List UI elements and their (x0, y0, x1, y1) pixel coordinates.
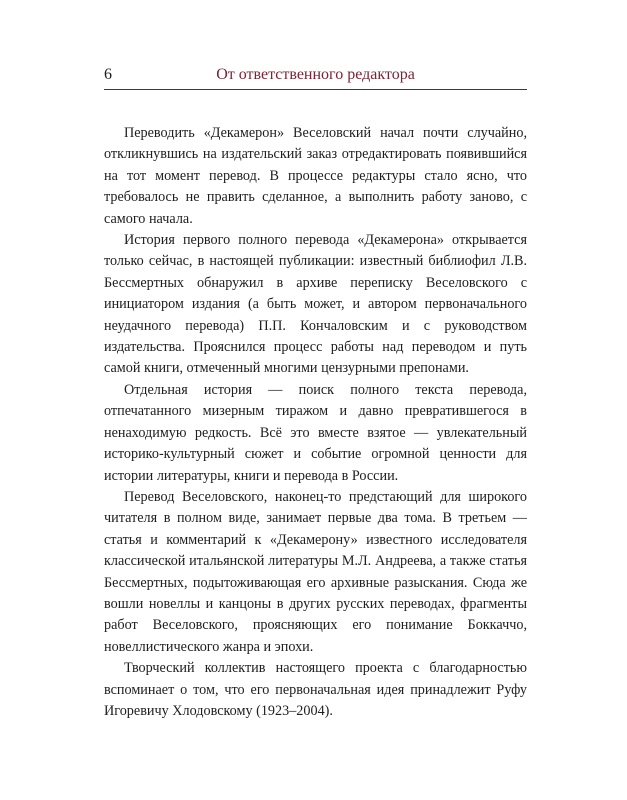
running-title: От ответственного редактора (216, 66, 415, 83)
paragraph: Переводить «Декамерон» Веселовский начал почти случайно, откликнувшись на издательский заказ отредактировать появившийся на тот момент перевод. В процессе редактуры стало ясно, что требовалось не править сделанное, а выполнить работу заново, с самого начала. (104, 125, 527, 227)
paragraph: Творческий коллектив настоящего проекта с благодарностью вспоминает о том, что его первоначальная идея принадлежит Руфу Игоревичу Хлодовскому (1923–2004). (104, 660, 527, 719)
paragraph: Отдельная история — поиск полного текста перевода, отпечатанного мизерным тиражом и давно превратившегося в ненаходимую редкость. Всё это вместе взятое — увлекательный историко-культурный сюжет и событие огромной ценности для истории литературы, книги и перевода в России. (104, 381, 527, 484)
page-number: 6 (104, 66, 112, 83)
paragraph: Перевод Веселовского, наконец-то предстающий для широкого читателя в полном виде, занимает первые два тома. В третьем — статья и комментарий к «Декамерону» известного исследователя классической итальянской литературы М.Л. Андреева, а также статья Бессмертных, подытоживающая его архивные разыскания. Сюда же вошли новеллы и канцоны в других русских переводах, фрагменты работ Веселовского, проясняющих его понимание Боккаччо, новеллистического жанра и эпохи. (104, 488, 527, 655)
paragraph: История первого полного перевода «Декамерона» открывается только сейчас, в настоящей публикации: известный библиофил Л.В. Бессмертных обнаружил в архиве переписку Веселовского с инициатором издания (а быть может, и автором первоначального неудачного перевода) П.П. Кончаловским и с руководством издательства. Прояснился процесс работы над переводом и путь самой книги, отмеченный многими цензурными препонами. (104, 232, 527, 377)
body-text (104, 123, 527, 722)
page-header (104, 66, 527, 90)
header-rule (104, 89, 527, 90)
